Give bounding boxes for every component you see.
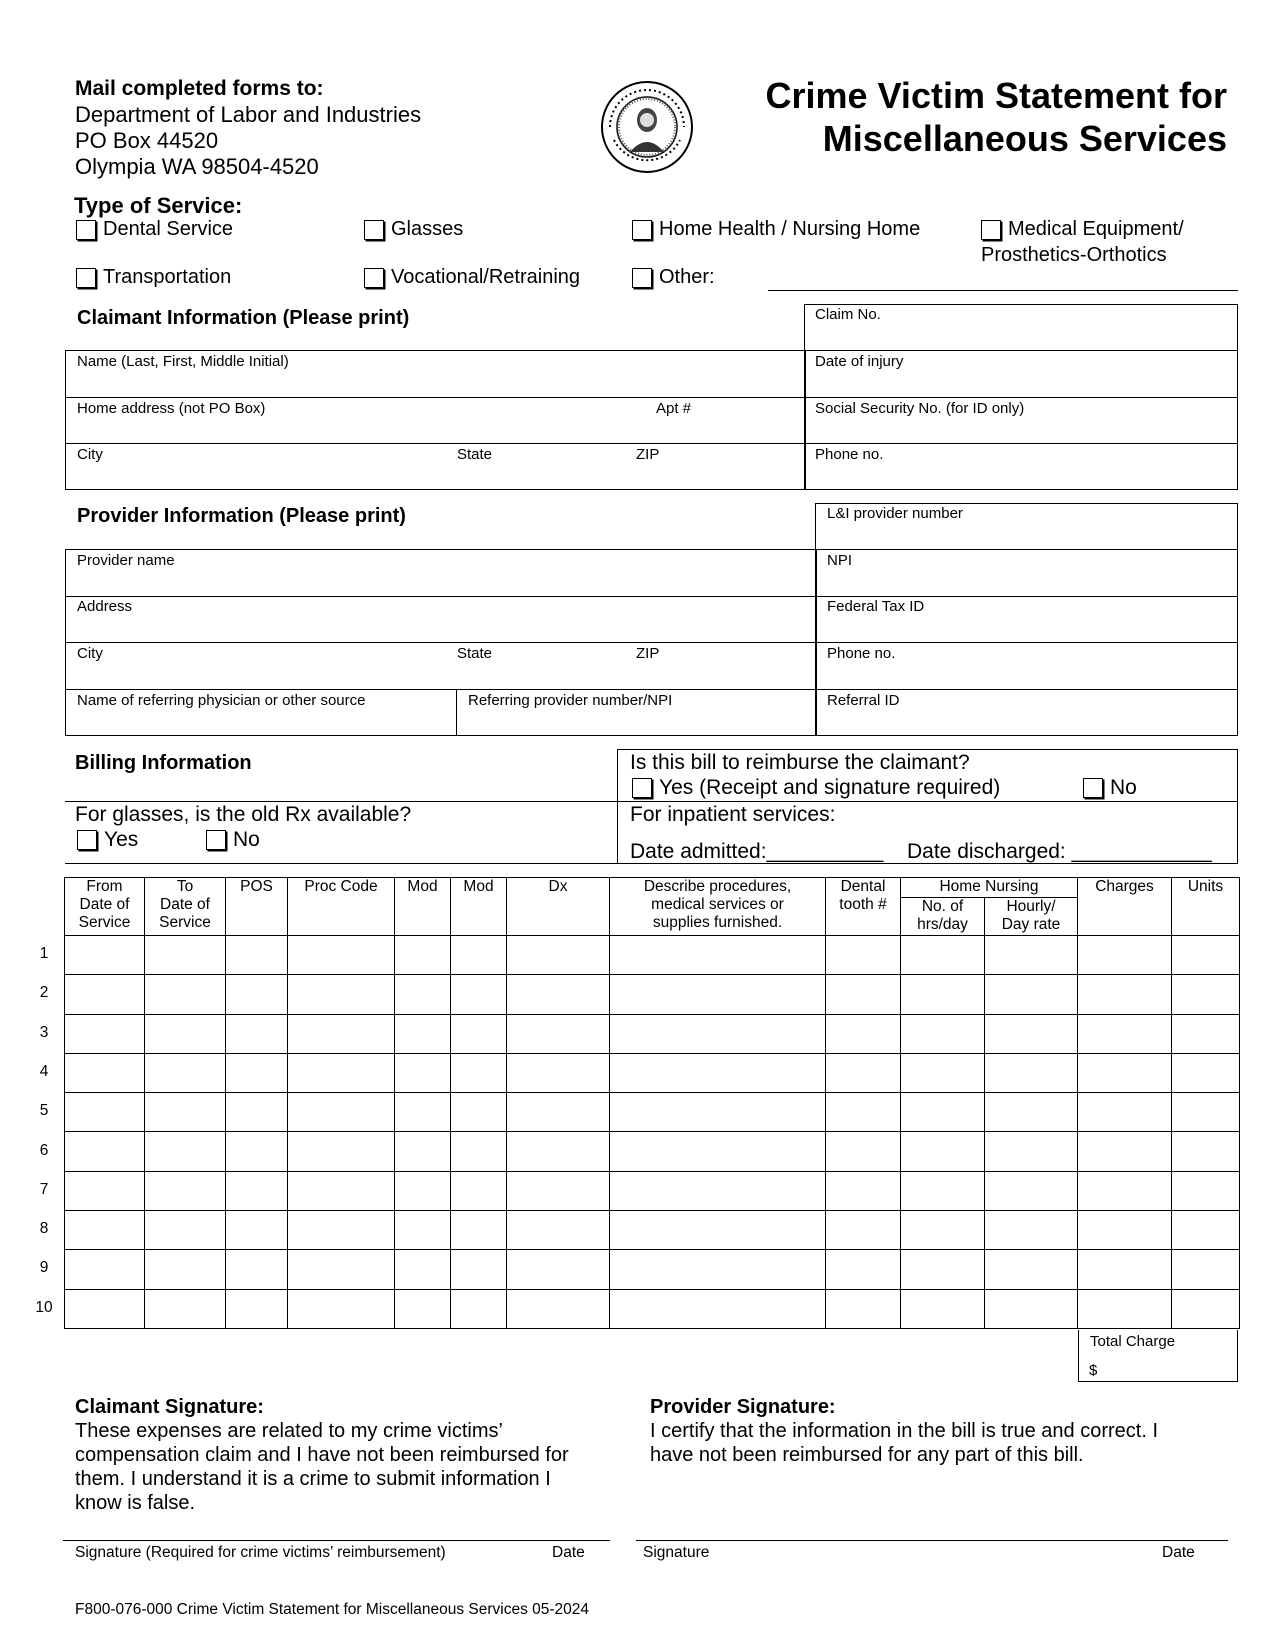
cell-dx[interactable]: [507, 1171, 610, 1210]
transportation-checkbox[interactable]: [76, 268, 96, 288]
cell-hourly-rate[interactable]: [985, 1132, 1078, 1171]
provider-signature-heading: Provider Signature:: [650, 1396, 836, 1418]
date-discharged[interactable]: Date discharged: ____________: [907, 840, 1212, 863]
dental-checkbox[interactable]: [76, 220, 96, 240]
provider-zip-field[interactable]: [636, 665, 806, 685]
cell-from-date[interactable]: [65, 1053, 145, 1092]
col-pos: POS: [226, 878, 288, 936]
cell-hourly-rate[interactable]: [985, 975, 1078, 1014]
cell-proc-code[interactable]: [288, 1289, 395, 1328]
cell-mod-2[interactable]: [451, 1250, 507, 1289]
provider-row-divider: [65, 596, 1238, 597]
reimburse-yes[interactable]: [632, 776, 1000, 800]
claimant-row-divider: [804, 350, 1238, 351]
table-row: [65, 1289, 1240, 1328]
total-charge-field[interactable]: [1102, 1360, 1232, 1380]
cell-mod-1[interactable]: [395, 1014, 451, 1053]
cell-proc-code[interactable]: [288, 936, 395, 975]
provider-phone-label: Phone no.: [827, 645, 896, 662]
cell-proc-code[interactable]: [288, 1171, 395, 1210]
cell-charges[interactable]: [1078, 1014, 1172, 1053]
claimant-signature-heading: Claimant Signature:: [75, 1396, 264, 1418]
cell-mod-1[interactable]: [395, 1053, 451, 1092]
cell-mod-2[interactable]: [451, 1132, 507, 1171]
form-footer: F800-076-000 Crime Victim Statement for Miscellaneous Services 05-2024: [75, 1601, 590, 1618]
cell-hourly-rate[interactable]: [985, 1289, 1078, 1328]
cell-hourly-rate[interactable]: [985, 1093, 1078, 1132]
cell-units[interactable]: [1172, 1171, 1240, 1210]
referring-physician-field[interactable]: [77, 712, 447, 732]
row-number: 8: [39, 1220, 49, 1238]
cell-charges[interactable]: [1078, 1171, 1172, 1210]
npi-label: NPI: [827, 552, 853, 569]
cell-hourly-rate[interactable]: [985, 936, 1078, 975]
total-charge-currency: $: [1089, 1362, 1098, 1379]
cell-proc-code[interactable]: [288, 1014, 395, 1053]
cell-dx[interactable]: [507, 1289, 610, 1328]
claimant-state-label: State: [457, 446, 493, 463]
referral-id-label: Referral ID: [827, 692, 900, 709]
provider-address-field[interactable]: [77, 618, 802, 638]
date-of-injury-label: Date of injury: [815, 353, 904, 370]
cell-units[interactable]: [1172, 1289, 1240, 1328]
cell-pos[interactable]: [226, 1250, 288, 1289]
claimant-signature-label: Signature (Required for crime victims’ reimbursement): [75, 1544, 446, 1561]
table-row: [65, 936, 1240, 975]
cell-hourly-rate[interactable]: [985, 1211, 1078, 1250]
provider-signature-text: I certify that the information in the bill is true and correct. I have not been reimbursed for any part of this bill.: [650, 1420, 1159, 1466]
claimant-phone-label: Phone no.: [815, 446, 884, 463]
cell-from-date[interactable]: [65, 936, 145, 975]
col-proc-code: Proc Code: [288, 878, 395, 936]
cell-units[interactable]: [1172, 1250, 1240, 1289]
mail-heading: Mail completed forms to:: [75, 77, 324, 100]
claimant-heading: Claimant Information (Please print): [77, 307, 410, 329]
provider-city-label: City: [77, 645, 103, 662]
claimant-city-label: City: [77, 446, 103, 463]
table-row: [65, 1093, 1240, 1132]
vocational-label: Vocational/Retraining: [391, 266, 581, 288]
cell-hrs-per-day[interactable]: [901, 1171, 985, 1210]
cell-dental-tooth[interactable]: [826, 1211, 901, 1250]
cell-pos[interactable]: [226, 1132, 288, 1171]
federal-tax-id-field[interactable]: [827, 618, 1227, 638]
provider-date-label: Date: [1162, 1544, 1195, 1561]
cell-hrs-per-day[interactable]: [901, 975, 985, 1014]
row-number: 6: [39, 1141, 49, 1159]
provider-signature-line[interactable]: [636, 1540, 1228, 1541]
ssn-field[interactable]: [815, 420, 1225, 440]
cell-to-date[interactable]: [145, 1053, 226, 1092]
cell-mod-1[interactable]: [395, 1132, 451, 1171]
referring-physician-label: Name of referring physician or other source: [77, 692, 366, 709]
service-medical-equipment[interactable]: [981, 218, 1184, 241]
cell-to-date[interactable]: [145, 1132, 226, 1171]
col-hourly-rate: Hourly/ Day rate: [985, 898, 1078, 936]
claimant-date-label: Date: [552, 1544, 585, 1561]
cell-dx[interactable]: [507, 975, 610, 1014]
cell-dx[interactable]: [507, 1053, 610, 1092]
cell-to-date[interactable]: [145, 1211, 226, 1250]
cell-charges[interactable]: [1078, 1289, 1172, 1328]
apt-label: Apt #: [656, 400, 692, 417]
claimant-zip-field[interactable]: [636, 466, 796, 486]
row-number: 10: [35, 1298, 53, 1316]
row-number: 1: [39, 945, 49, 962]
cell-mod-1[interactable]: [395, 1250, 451, 1289]
cell-proc-code[interactable]: [288, 1132, 395, 1171]
cell-to-date[interactable]: [145, 1250, 226, 1289]
provider-row-divider: [815, 549, 1238, 550]
col-to-date: To Date of Service: [145, 878, 226, 936]
mail-line-2: PO Box 44520: [75, 128, 219, 153]
ssn-label: Social Security No. (for ID only): [815, 400, 1025, 417]
cell-hrs-per-day[interactable]: [901, 1289, 985, 1328]
cell-mod-2[interactable]: [451, 1289, 507, 1328]
cell-dx[interactable]: [507, 1211, 610, 1250]
cell-pos[interactable]: [226, 1171, 288, 1210]
service-dental[interactable]: [76, 218, 233, 241]
row-number: 3: [39, 1023, 49, 1041]
table-row: [65, 1053, 1240, 1092]
service-other[interactable]: [632, 266, 715, 289]
claimant-name-field[interactable]: [77, 373, 792, 393]
claimant-state-field[interactable]: [457, 466, 627, 486]
referral-id-field[interactable]: [827, 712, 1227, 732]
glasses-question: For glasses, is the old Rx available?: [75, 803, 412, 826]
home-address-label: Home address (not PO Box): [77, 400, 266, 417]
cell-dx[interactable]: [507, 936, 610, 975]
cell-dental-tooth[interactable]: [826, 1250, 901, 1289]
inpatient-label: For inpatient services:: [630, 803, 836, 826]
cell-units[interactable]: [1172, 975, 1240, 1014]
cell-proc-code[interactable]: [288, 1093, 395, 1132]
li-provider-number-field[interactable]: [827, 525, 1227, 545]
col-from-date: From Date of Service: [65, 878, 145, 936]
reimburse-yes-checkbox[interactable]: [632, 778, 652, 798]
table-row: [65, 1014, 1240, 1053]
provider-state-label: State: [457, 645, 493, 662]
other-label: Other:: [659, 266, 715, 288]
cell-pos[interactable]: [226, 975, 288, 1014]
medical-equipment-checkbox[interactable]: [981, 220, 1001, 240]
cell-proc-code[interactable]: [288, 975, 395, 1014]
cell-to-date[interactable]: [145, 1014, 226, 1053]
other-checkbox[interactable]: [632, 268, 652, 288]
col-mod-1: Mod: [395, 878, 451, 936]
cell-proc-code[interactable]: [288, 1250, 395, 1289]
service-glasses[interactable]: [364, 218, 463, 241]
provider-name-field[interactable]: [77, 572, 802, 592]
cell-describe[interactable]: [610, 1093, 826, 1132]
cell-to-date[interactable]: [145, 1093, 226, 1132]
cell-describe[interactable]: [610, 936, 826, 975]
cell-dx[interactable]: [507, 1014, 610, 1053]
cell-hourly-rate[interactable]: [985, 1171, 1078, 1210]
date-admitted[interactable]: Date admitted:__________: [630, 840, 884, 863]
billing-bottom-line: [65, 863, 618, 864]
cell-charges[interactable]: [1078, 1211, 1172, 1250]
cell-units[interactable]: [1172, 1093, 1240, 1132]
provider-col-divider: [456, 689, 457, 736]
claim-no-label: Claim No.: [815, 306, 881, 323]
cell-to-date[interactable]: [145, 936, 226, 975]
provider-heading: Provider Information (Please print): [77, 505, 406, 527]
claimant-row-divider: [65, 397, 1238, 398]
cell-hrs-per-day[interactable]: [901, 1014, 985, 1053]
home-health-label: Home Health / Nursing Home: [659, 218, 921, 240]
row-number: 5: [39, 1102, 49, 1120]
table-row: [65, 1171, 1240, 1210]
cell-dental-tooth[interactable]: [826, 1289, 901, 1328]
cell-to-date[interactable]: [145, 1289, 226, 1328]
medical-equipment-label: Medical Equipment/: [1008, 218, 1184, 240]
claimant-city-field[interactable]: [77, 466, 447, 486]
cell-dx[interactable]: [507, 1250, 610, 1289]
medical-equipment-label-2: Prosthetics-Orthotics: [981, 244, 1167, 266]
cell-units[interactable]: [1172, 936, 1240, 975]
cell-from-date[interactable]: [65, 1289, 145, 1328]
col-units: Units: [1172, 878, 1240, 936]
col-charges: Charges: [1078, 878, 1172, 936]
billing-heading: Billing Information: [75, 752, 252, 774]
cell-describe[interactable]: [610, 1171, 826, 1210]
service-home-health[interactable]: [632, 218, 920, 241]
provider-city-field[interactable]: [77, 665, 447, 685]
cell-mod-1[interactable]: [395, 1093, 451, 1132]
cell-pos[interactable]: [226, 1093, 288, 1132]
provider-name-label: Provider name: [77, 552, 175, 569]
cell-units[interactable]: [1172, 1014, 1240, 1053]
title-line-2: Miscellaneous Services: [822, 118, 1227, 159]
cell-charges[interactable]: [1078, 1093, 1172, 1132]
service-transportation[interactable]: [76, 266, 231, 289]
form-title: [667, 74, 1227, 160]
cell-pos[interactable]: [226, 936, 288, 975]
cell-describe[interactable]: [610, 1132, 826, 1171]
cell-hrs-per-day[interactable]: [901, 1053, 985, 1092]
cell-pos[interactable]: [226, 1053, 288, 1092]
cell-to-date[interactable]: [145, 1171, 226, 1210]
cell-dental-tooth[interactable]: [826, 1053, 901, 1092]
cell-mod-1[interactable]: [395, 1211, 451, 1250]
cell-mod-2[interactable]: [451, 1053, 507, 1092]
service-type-heading: Type of Service:: [74, 193, 243, 218]
cell-dental-tooth[interactable]: [826, 1014, 901, 1053]
provider-zip-label: ZIP: [636, 645, 660, 662]
npi-field[interactable]: [827, 572, 1227, 592]
cell-mod-2[interactable]: [451, 975, 507, 1014]
claimant-signature-line[interactable]: [63, 1540, 610, 1541]
cell-dental-tooth[interactable]: [826, 1132, 901, 1171]
glasses-yes-checkbox[interactable]: [77, 830, 97, 850]
row-number: 2: [39, 984, 49, 1002]
total-charge-label: Total Charge: [1090, 1333, 1176, 1350]
glasses-label: Glasses: [391, 218, 464, 240]
cell-mod-2[interactable]: [451, 1093, 507, 1132]
cell-mod-2[interactable]: [451, 1014, 507, 1053]
claimant-row-divider: [65, 443, 1238, 444]
claimant-name-label: Name (Last, First, Middle Initial): [77, 353, 289, 370]
row-number: 7: [39, 1180, 49, 1198]
mail-line-3: Olympia WA 98504-4520: [75, 154, 319, 179]
cell-from-date[interactable]: [65, 1014, 145, 1053]
cell-charges[interactable]: [1078, 1132, 1172, 1171]
cell-units[interactable]: [1172, 1211, 1240, 1250]
provider-state-field[interactable]: [457, 665, 627, 685]
reimburse-no-label: No: [1110, 776, 1137, 799]
date-of-injury-field[interactable]: [815, 373, 1225, 393]
vocational-checkbox[interactable]: [364, 268, 384, 288]
cell-charges[interactable]: [1078, 1053, 1172, 1092]
other-input-line[interactable]: [768, 290, 1238, 291]
cell-units[interactable]: [1172, 1132, 1240, 1171]
cell-to-date[interactable]: [145, 975, 226, 1014]
cell-hrs-per-day[interactable]: [901, 1132, 985, 1171]
table-row: [65, 1250, 1240, 1289]
services-table: [64, 877, 1240, 1329]
claim-no-field[interactable]: [815, 326, 1225, 346]
glasses-no-checkbox[interactable]: [206, 830, 226, 850]
table-row: [65, 1211, 1240, 1250]
cell-describe[interactable]: [610, 1053, 826, 1092]
cell-from-date[interactable]: [65, 975, 145, 1014]
home-health-checkbox[interactable]: [632, 220, 652, 240]
cell-from-date[interactable]: [65, 1250, 145, 1289]
reimburse-no-checkbox[interactable]: [1083, 778, 1103, 798]
referring-npi-field[interactable]: [468, 712, 808, 732]
cell-describe[interactable]: [610, 1014, 826, 1053]
col-home-nursing: Home Nursing: [901, 878, 1078, 898]
glasses-yes[interactable]: [77, 828, 138, 852]
glasses-checkbox[interactable]: [364, 220, 384, 240]
cell-describe[interactable]: [610, 1211, 826, 1250]
cell-hrs-per-day[interactable]: [901, 1211, 985, 1250]
cell-dental-tooth[interactable]: [826, 1093, 901, 1132]
cell-from-date[interactable]: [65, 1132, 145, 1171]
cell-dental-tooth[interactable]: [826, 1171, 901, 1210]
cell-mod-1[interactable]: [395, 936, 451, 975]
row-number: 4: [39, 1062, 49, 1080]
transportation-label: Transportation: [103, 266, 232, 288]
cell-dx[interactable]: [507, 1132, 610, 1171]
cell-mod-1[interactable]: [395, 1171, 451, 1210]
row-number: 9: [39, 1259, 49, 1277]
reimburse-question: Is this bill to reimburse the claimant?: [630, 751, 970, 774]
title-line-1: Crime Victim Statement for: [765, 75, 1227, 116]
cell-pos[interactable]: [226, 1211, 288, 1250]
col-mod-2: Mod: [451, 878, 507, 936]
glasses-no[interactable]: [206, 828, 260, 852]
cell-from-date[interactable]: [65, 1211, 145, 1250]
cell-mod-2[interactable]: [451, 1171, 507, 1210]
cell-mod-2[interactable]: [451, 1211, 507, 1250]
col-hrs-per-day: No. of hrs/day: [901, 898, 985, 936]
cell-hourly-rate[interactable]: [985, 1053, 1078, 1092]
mail-line-1: Department of Labor and Industries: [75, 102, 422, 127]
cell-hrs-per-day[interactable]: [901, 1250, 985, 1289]
dental-label: Dental Service: [103, 218, 234, 240]
service-vocational[interactable]: [364, 266, 580, 289]
referring-npi-label: Referring provider number/NPI: [468, 692, 673, 709]
cell-charges[interactable]: [1078, 936, 1172, 975]
claimant-phone-field[interactable]: [815, 466, 1225, 486]
li-provider-number-label: L&I provider number: [827, 505, 963, 522]
col-dx: Dx: [507, 878, 610, 936]
cell-mod-1[interactable]: [395, 975, 451, 1014]
billing-row-divider: [65, 801, 1238, 802]
cell-proc-code[interactable]: [288, 1211, 395, 1250]
cell-describe[interactable]: [610, 1250, 826, 1289]
provider-address-label: Address: [77, 598, 133, 615]
table-row: [65, 1132, 1240, 1171]
cell-hrs-per-day[interactable]: [901, 936, 985, 975]
provider-row-divider: [65, 642, 1238, 643]
cell-pos[interactable]: [226, 1289, 288, 1328]
cell-hrs-per-day[interactable]: [901, 1093, 985, 1132]
cell-pos[interactable]: [226, 1014, 288, 1053]
col-dental-tooth: Dental tooth #: [826, 878, 901, 936]
cell-dental-tooth[interactable]: [826, 936, 901, 975]
reimburse-no[interactable]: [1083, 776, 1137, 800]
col-describe: Describe procedures, medical services or supplies furnished.: [610, 878, 826, 936]
provider-row-divider: [65, 689, 1238, 690]
provider-phone-field[interactable]: [827, 665, 1227, 685]
cell-hourly-rate[interactable]: [985, 1250, 1078, 1289]
glasses-no-label: No: [233, 828, 260, 851]
cell-charges[interactable]: [1078, 975, 1172, 1014]
claimant-zip-label: ZIP: [636, 446, 660, 463]
cell-units[interactable]: [1172, 1053, 1240, 1092]
cell-describe[interactable]: [610, 975, 826, 1014]
table-row: [65, 975, 1240, 1014]
apt-field[interactable]: [656, 420, 796, 440]
federal-tax-id-label: Federal Tax ID: [827, 598, 925, 615]
cell-dental-tooth[interactable]: [826, 975, 901, 1014]
glasses-yes-label: Yes: [104, 828, 139, 851]
cell-from-date[interactable]: [65, 1093, 145, 1132]
cell-mod-2[interactable]: [451, 936, 507, 975]
cell-proc-code[interactable]: [288, 1053, 395, 1092]
provider-signature-label: Signature: [643, 1544, 710, 1561]
cell-charges[interactable]: [1078, 1250, 1172, 1289]
reimburse-yes-label: Yes (Receipt and signature required): [659, 776, 1001, 799]
home-address-field[interactable]: [77, 420, 637, 440]
cell-mod-1[interactable]: [395, 1289, 451, 1328]
cell-describe[interactable]: [610, 1289, 826, 1328]
cell-from-date[interactable]: [65, 1171, 145, 1210]
cell-dx[interactable]: [507, 1093, 610, 1132]
claimant-signature-text: These expenses are related to my crime victims’ compensation claim and I have not been reimbursed for them. I understand it is a crime to submit information I know is false.: [75, 1420, 569, 1514]
cell-hourly-rate[interactable]: [985, 1014, 1078, 1053]
